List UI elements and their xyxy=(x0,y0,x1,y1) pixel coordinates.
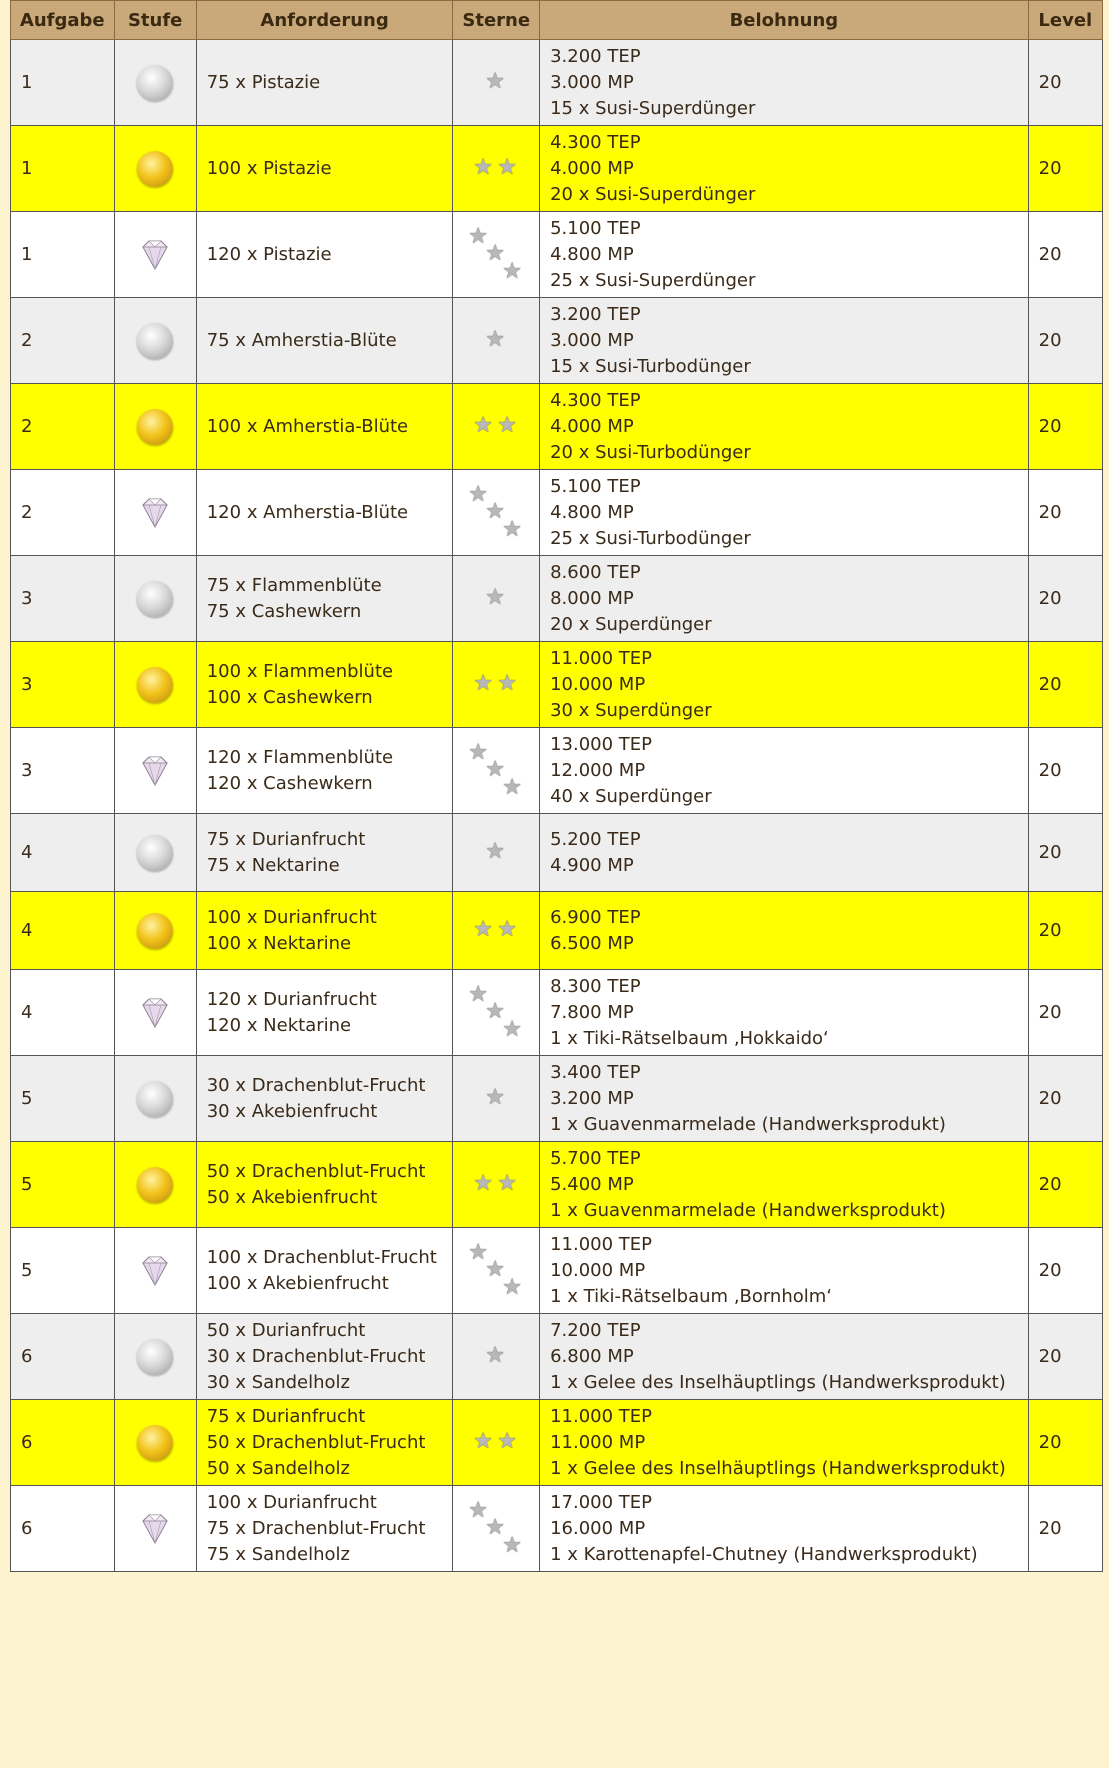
task-number: 2 xyxy=(11,384,115,470)
star-icon: ★ xyxy=(473,1170,493,1196)
task-number: 6 xyxy=(11,1314,115,1400)
level-cell: 20 xyxy=(1028,556,1102,642)
gold-medal-icon xyxy=(137,151,173,187)
reward-item: 5.100 TEP xyxy=(550,475,641,497)
reward-cell xyxy=(540,642,1029,728)
reward-item: 3.000 MP xyxy=(550,71,634,93)
reward-item: 7.800 MP xyxy=(550,1001,634,1023)
reward-cell xyxy=(540,728,1029,814)
stars-cell xyxy=(453,1142,540,1228)
star-icon: ★ xyxy=(485,838,505,864)
reward-item: 30 x Superdünger xyxy=(550,699,712,721)
star-rating xyxy=(468,739,524,800)
requirement-item: 50 x Durianfrucht xyxy=(206,1319,366,1341)
reward-cell xyxy=(540,470,1029,556)
reward-item: 1 x Gelee des Inselhäuptlings (Handwerksprodukt) xyxy=(550,1457,1006,1479)
stars-cell xyxy=(453,212,540,298)
table-row xyxy=(11,814,1103,892)
requirement-item: 100 x Amherstia-Blüte xyxy=(206,415,409,437)
reward-item: 6.800 MP xyxy=(550,1345,634,1367)
stars-cell xyxy=(453,470,540,556)
requirement-cell xyxy=(196,1056,453,1142)
level-cell: 20 xyxy=(1028,384,1102,470)
requirement-cell xyxy=(196,40,453,126)
star-icon: ★ xyxy=(502,774,522,800)
silver-medal-icon xyxy=(137,1339,173,1375)
reward-item: 5.100 TEP xyxy=(550,217,641,239)
stars-cell xyxy=(453,384,540,470)
reward-item: 25 x Susi-Turbodünger xyxy=(550,527,751,549)
star-rating xyxy=(483,584,509,611)
task-number: 5 xyxy=(11,1056,115,1142)
star-icon: ★ xyxy=(502,258,522,284)
reward-item: 13.000 TEP xyxy=(550,733,653,755)
level-cell: 20 xyxy=(1028,642,1102,728)
tier-cell xyxy=(114,814,196,892)
star-icon: ★ xyxy=(497,1428,517,1454)
star-icon: ★ xyxy=(485,240,505,266)
reward-cell xyxy=(540,212,1029,298)
star-rating xyxy=(471,412,521,439)
star-icon: ★ xyxy=(497,916,517,942)
tier-cell xyxy=(114,728,196,814)
stars-cell xyxy=(453,970,540,1056)
requirement-cell xyxy=(196,642,453,728)
star-icon: ★ xyxy=(502,1016,522,1042)
diamond-icon xyxy=(135,751,175,791)
reward-item: 8.300 TEP xyxy=(550,975,641,997)
requirement-item: 120 x Durianfrucht xyxy=(206,988,377,1010)
level-cell: 20 xyxy=(1028,970,1102,1056)
star-icon: ★ xyxy=(497,670,517,696)
requirement-item: 100 x Flammenblüte xyxy=(206,660,394,682)
task-number: 4 xyxy=(11,970,115,1056)
star-rating xyxy=(483,326,509,353)
header-anforderung: Anforderung xyxy=(196,1,453,40)
requirement-item: 120 x Nektarine xyxy=(206,1014,352,1036)
table-row xyxy=(11,642,1103,728)
requirement-item: 120 x Amherstia-Blüte xyxy=(206,501,409,523)
requirement-item: 100 x Durianfrucht xyxy=(206,1491,377,1513)
reward-item: 5.700 TEP xyxy=(550,1147,641,1169)
stars-cell xyxy=(453,1228,540,1314)
requirement-item: 100 x Durianfrucht xyxy=(206,906,377,928)
star-icon: ★ xyxy=(473,1428,493,1454)
requirement-cell xyxy=(196,728,453,814)
reward-item: 4.000 MP xyxy=(550,415,634,437)
star-icon: ★ xyxy=(502,1532,522,1558)
gold-medal-icon xyxy=(137,409,173,445)
reward-item: 8.600 TEP xyxy=(550,561,641,583)
stars-cell xyxy=(453,556,540,642)
star-icon: ★ xyxy=(485,326,505,352)
reward-item: 12.000 MP xyxy=(550,759,646,781)
stars-cell xyxy=(453,814,540,892)
header-sterne: Sterne xyxy=(453,1,540,40)
reward-item: 5.400 MP xyxy=(550,1173,634,1195)
requirement-cell xyxy=(196,470,453,556)
silver-medal-icon xyxy=(137,1081,173,1117)
star-icon: ★ xyxy=(473,670,493,696)
tier-cell xyxy=(114,642,196,728)
reward-item: 20 x Superdünger xyxy=(550,613,712,635)
reward-cell xyxy=(540,556,1029,642)
star-icon: ★ xyxy=(485,1256,505,1282)
table-row xyxy=(11,970,1103,1056)
star-rating xyxy=(471,670,521,697)
task-number: 4 xyxy=(11,814,115,892)
star-rating xyxy=(471,1170,521,1197)
level-cell: 20 xyxy=(1028,1228,1102,1314)
star-icon: ★ xyxy=(485,584,505,610)
level-cell: 20 xyxy=(1028,1056,1102,1142)
reward-item: 10.000 MP xyxy=(550,673,646,695)
reward-item: 1 x Guavenmarmelade (Handwerksprodukt) xyxy=(550,1199,946,1221)
task-number: 6 xyxy=(11,1400,115,1486)
stars-cell xyxy=(453,642,540,728)
star-rating xyxy=(468,481,524,542)
reward-cell xyxy=(540,1056,1029,1142)
star-rating xyxy=(471,154,521,181)
level-cell: 20 xyxy=(1028,1486,1102,1572)
requirement-item: 75 x Amherstia-Blüte xyxy=(206,329,397,351)
reward-item: 3.000 MP xyxy=(550,329,634,351)
requirement-item: 120 x Flammenblüte xyxy=(206,746,394,768)
reward-item: 25 x Susi-Superdünger xyxy=(550,269,756,291)
table-row xyxy=(11,126,1103,212)
table-row xyxy=(11,1142,1103,1228)
requirement-item: 75 x Durianfrucht xyxy=(206,1405,366,1427)
reward-item: 3.400 TEP xyxy=(550,1061,641,1083)
gold-medal-icon xyxy=(137,667,173,703)
gold-medal-icon xyxy=(137,1167,173,1203)
star-icon: ★ xyxy=(497,412,517,438)
star-rating xyxy=(471,1428,521,1455)
requirement-item: 100 x Akebienfrucht xyxy=(206,1272,389,1294)
requirement-cell xyxy=(196,814,453,892)
silver-medal-icon xyxy=(137,835,173,871)
silver-medal-icon xyxy=(137,323,173,359)
table-row xyxy=(11,384,1103,470)
diamond-icon xyxy=(135,1509,175,1549)
silver-medal-icon xyxy=(137,581,173,617)
stars-cell xyxy=(453,892,540,970)
level-cell: 20 xyxy=(1028,470,1102,556)
level-cell: 20 xyxy=(1028,1142,1102,1228)
quest-table xyxy=(10,0,1103,1572)
reward-item: 4.000 MP xyxy=(550,157,634,179)
requirement-item: 30 x Akebienfrucht xyxy=(206,1100,378,1122)
reward-item: 20 x Susi-Turbodünger xyxy=(550,441,751,463)
reward-item: 40 x Superdünger xyxy=(550,785,712,807)
tier-cell xyxy=(114,1056,196,1142)
reward-item: 3.200 TEP xyxy=(550,45,641,67)
table-row xyxy=(11,212,1103,298)
stars-cell xyxy=(453,1486,540,1572)
level-cell: 20 xyxy=(1028,1314,1102,1400)
level-cell: 20 xyxy=(1028,814,1102,892)
level-cell: 20 xyxy=(1028,212,1102,298)
level-cell: 20 xyxy=(1028,892,1102,970)
reward-cell xyxy=(540,1314,1029,1400)
star-icon: ★ xyxy=(497,154,517,180)
requirement-cell xyxy=(196,384,453,470)
table-body xyxy=(11,40,1103,1572)
requirement-item: 50 x Drachenblut-Frucht xyxy=(206,1160,426,1182)
level-cell: 20 xyxy=(1028,40,1102,126)
task-number: 5 xyxy=(11,1142,115,1228)
star-icon: ★ xyxy=(468,481,488,507)
reward-item: 7.200 TEP xyxy=(550,1319,641,1341)
star-icon: ★ xyxy=(468,739,488,765)
reward-item: 1 x Tiki-Rätselbaum ‚Hokkaido‘ xyxy=(550,1027,829,1049)
task-number: 2 xyxy=(11,470,115,556)
star-rating xyxy=(483,1342,509,1369)
diamond-icon xyxy=(135,1251,175,1291)
star-icon: ★ xyxy=(485,68,505,94)
requirement-item: 75 x Drachenblut-Frucht xyxy=(206,1517,426,1539)
star-icon: ★ xyxy=(468,1497,488,1523)
task-number: 3 xyxy=(11,556,115,642)
reward-item: 4.300 TEP xyxy=(550,389,641,411)
requirement-item: 50 x Drachenblut-Frucht xyxy=(206,1431,426,1453)
table-row xyxy=(11,1314,1103,1400)
star-icon: ★ xyxy=(473,412,493,438)
reward-item: 15 x Susi-Turbodünger xyxy=(550,355,751,377)
star-icon: ★ xyxy=(473,154,493,180)
reward-item: 4.300 TEP xyxy=(550,131,641,153)
star-icon: ★ xyxy=(485,1342,505,1368)
tier-cell xyxy=(114,892,196,970)
requirement-item: 75 x Cashewkern xyxy=(206,600,362,622)
star-rating xyxy=(468,981,524,1042)
star-icon: ★ xyxy=(468,981,488,1007)
diamond-icon xyxy=(135,493,175,533)
requirement-cell xyxy=(196,1142,453,1228)
requirement-item: 50 x Sandelholz xyxy=(206,1457,350,1479)
task-number: 6 xyxy=(11,1486,115,1572)
table-row xyxy=(11,728,1103,814)
tier-cell xyxy=(114,556,196,642)
star-icon: ★ xyxy=(497,1170,517,1196)
level-cell: 20 xyxy=(1028,728,1102,814)
star-icon: ★ xyxy=(502,1274,522,1300)
stars-cell xyxy=(453,126,540,212)
gold-medal-icon xyxy=(137,913,173,949)
stars-cell xyxy=(453,728,540,814)
task-number: 3 xyxy=(11,642,115,728)
requirement-item: 100 x Cashewkern xyxy=(206,686,373,708)
stars-cell xyxy=(453,1056,540,1142)
task-number: 5 xyxy=(11,1228,115,1314)
reward-cell xyxy=(540,814,1029,892)
star-rating xyxy=(468,1497,524,1558)
reward-cell xyxy=(540,126,1029,212)
table-row xyxy=(11,1228,1103,1314)
tier-cell xyxy=(114,40,196,126)
tier-cell xyxy=(114,1400,196,1486)
tier-cell xyxy=(114,1142,196,1228)
requirement-item: 100 x Pistazie xyxy=(206,157,332,179)
star-rating xyxy=(483,838,509,865)
diamond-icon xyxy=(135,235,175,275)
table-row xyxy=(11,1400,1103,1486)
star-icon: ★ xyxy=(485,998,505,1024)
reward-cell xyxy=(540,1400,1029,1486)
task-number: 2 xyxy=(11,298,115,384)
gold-medal-icon xyxy=(137,1425,173,1461)
reward-item: 11.000 MP xyxy=(550,1431,646,1453)
reward-item: 10.000 MP xyxy=(550,1259,646,1281)
requirement-cell xyxy=(196,1314,453,1400)
star-icon: ★ xyxy=(485,756,505,782)
tier-cell xyxy=(114,126,196,212)
requirement-item: 50 x Akebienfrucht xyxy=(206,1186,378,1208)
tier-cell xyxy=(114,1314,196,1400)
requirement-cell xyxy=(196,970,453,1056)
requirement-cell xyxy=(196,892,453,970)
header-belohnung: Belohnung xyxy=(540,1,1029,40)
table-row xyxy=(11,40,1103,126)
table-row xyxy=(11,470,1103,556)
stars-cell xyxy=(453,1400,540,1486)
stars-cell xyxy=(453,1314,540,1400)
requirement-item: 75 x Sandelholz xyxy=(206,1543,350,1565)
table-row xyxy=(11,1486,1103,1572)
star-rating xyxy=(483,68,509,95)
reward-item: 3.200 TEP xyxy=(550,303,641,325)
header-aufgabe: Aufgabe xyxy=(11,1,115,40)
reward-cell xyxy=(540,298,1029,384)
requirement-item: 75 x Nektarine xyxy=(206,854,340,876)
reward-item: 11.000 TEP xyxy=(550,1405,653,1427)
header-stufe: Stufe xyxy=(114,1,196,40)
star-icon: ★ xyxy=(473,916,493,942)
requirement-item: 75 x Durianfrucht xyxy=(206,828,366,850)
table-header-row xyxy=(11,1,1103,40)
table-row xyxy=(11,1056,1103,1142)
reward-cell xyxy=(540,1228,1029,1314)
tier-cell xyxy=(114,212,196,298)
level-cell: 20 xyxy=(1028,126,1102,212)
tier-cell xyxy=(114,470,196,556)
reward-item: 6.500 MP xyxy=(550,932,634,954)
reward-item: 1 x Gelee des Inselhäuptlings (Handwerksprodukt) xyxy=(550,1371,1006,1393)
requirement-item: 100 x Nektarine xyxy=(206,932,352,954)
star-icon: ★ xyxy=(485,498,505,524)
requirement-item: 30 x Sandelholz xyxy=(206,1371,350,1393)
reward-item: 4.800 MP xyxy=(550,501,634,523)
task-number: 1 xyxy=(11,126,115,212)
tier-cell xyxy=(114,1228,196,1314)
requirement-cell xyxy=(196,212,453,298)
star-icon: ★ xyxy=(485,1514,505,1540)
star-icon: ★ xyxy=(468,223,488,249)
reward-item: 11.000 TEP xyxy=(550,647,653,669)
requirement-item: 120 x Pistazie xyxy=(206,243,332,265)
reward-item: 17.000 TEP xyxy=(550,1491,653,1513)
reward-cell xyxy=(540,384,1029,470)
reward-cell xyxy=(540,1486,1029,1572)
table-row xyxy=(11,556,1103,642)
reward-cell xyxy=(540,40,1029,126)
reward-item: 20 x Susi-Superdünger xyxy=(550,183,756,205)
star-icon: ★ xyxy=(502,516,522,542)
reward-item: 4.800 MP xyxy=(550,243,634,265)
star-rating xyxy=(468,1239,524,1300)
requirement-cell xyxy=(196,1228,453,1314)
requirement-cell xyxy=(196,298,453,384)
reward-item: 8.000 MP xyxy=(550,587,634,609)
star-rating xyxy=(483,1084,509,1111)
requirement-cell xyxy=(196,556,453,642)
requirement-item: 120 x Cashewkern xyxy=(206,772,373,794)
diamond-icon xyxy=(135,993,175,1033)
requirement-cell xyxy=(196,1400,453,1486)
silver-medal-icon xyxy=(137,65,173,101)
level-cell: 20 xyxy=(1028,1400,1102,1486)
reward-item: 16.000 MP xyxy=(550,1517,646,1539)
tier-cell xyxy=(114,970,196,1056)
table-row xyxy=(11,892,1103,970)
task-number: 3 xyxy=(11,728,115,814)
reward-item: 1 x Karottenapfel-Chutney (Handwerksprodukt) xyxy=(550,1543,978,1565)
reward-cell xyxy=(540,1142,1029,1228)
star-icon: ★ xyxy=(468,1239,488,1265)
header-level: Level xyxy=(1028,1,1102,40)
reward-item: 11.000 TEP xyxy=(550,1233,653,1255)
star-rating xyxy=(468,223,524,284)
reward-item: 3.200 MP xyxy=(550,1087,634,1109)
task-number: 1 xyxy=(11,40,115,126)
star-rating xyxy=(471,916,521,943)
table-row xyxy=(11,298,1103,384)
reward-item: 15 x Susi-Superdünger xyxy=(550,97,756,119)
task-number: 4 xyxy=(11,892,115,970)
stars-cell xyxy=(453,298,540,384)
requirement-item: 30 x Drachenblut-Frucht xyxy=(206,1074,426,1096)
requirement-item: 100 x Drachenblut-Frucht xyxy=(206,1246,437,1268)
star-icon: ★ xyxy=(485,1084,505,1110)
reward-cell xyxy=(540,892,1029,970)
requirement-cell xyxy=(196,1486,453,1572)
reward-cell xyxy=(540,970,1029,1056)
tier-cell xyxy=(114,1486,196,1572)
reward-item: 4.900 MP xyxy=(550,854,634,876)
tier-cell xyxy=(114,384,196,470)
stars-cell xyxy=(453,40,540,126)
requirement-item: 75 x Flammenblüte xyxy=(206,574,382,596)
requirement-cell xyxy=(196,126,453,212)
task-number: 1 xyxy=(11,212,115,298)
tier-cell xyxy=(114,298,196,384)
reward-item: 6.900 TEP xyxy=(550,906,641,928)
level-cell: 20 xyxy=(1028,298,1102,384)
reward-item: 1 x Tiki-Rätselbaum ‚Bornholm‘ xyxy=(550,1285,833,1307)
requirement-item: 30 x Drachenblut-Frucht xyxy=(206,1345,426,1367)
requirement-item: 75 x Pistazie xyxy=(206,71,321,93)
reward-item: 1 x Guavenmarmelade (Handwerksprodukt) xyxy=(550,1113,946,1135)
reward-item: 5.200 TEP xyxy=(550,828,641,850)
